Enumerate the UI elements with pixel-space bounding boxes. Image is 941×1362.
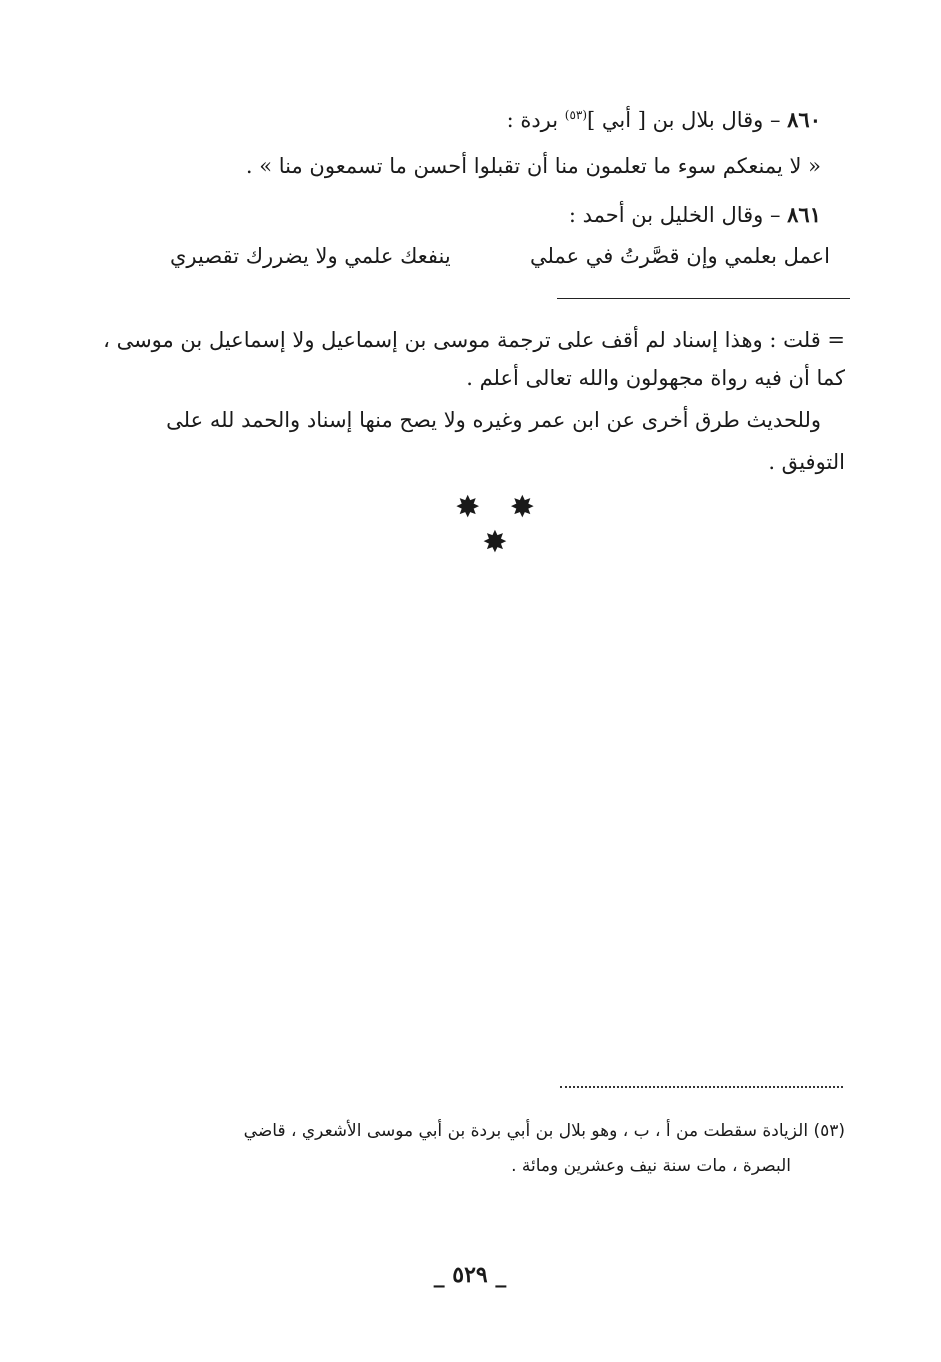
commentary-line: وللحديث طرق أخرى عن ابن عمر وغيره ولا يصح منها إسناد والحمد لله على	[166, 408, 821, 432]
star-separator: ✸ ✸ ✸	[455, 490, 545, 560]
commentary-line: = قلت : وهذا إسناد لم أقف على ترجمة موسى بن إسماعيل ولا إسماعيل بن موسى ،	[103, 328, 845, 352]
commentary-line: كما أن فيه رواة مجهولون والله تعالى أعلم .	[466, 366, 845, 390]
poetry-verse	[170, 242, 830, 272]
verse-second-hemistich: ينفعك علمي ولا يضررك تقصيري	[170, 244, 451, 268]
entry-text-end: بردة :	[506, 108, 565, 132]
commentary-line: التوفيق .	[768, 450, 845, 474]
footnote-line: البصرة ، مات سنة نيف وعشرين ومائة .	[511, 1156, 791, 1176]
entry-860	[507, 106, 821, 134]
entry-text: – وقال الخليل بن أحمد :	[568, 203, 781, 227]
entry-number: ٨٦٠	[787, 107, 821, 132]
footnote-line: (٥٣) الزيادة سقطت من أ ، ب ، وهو بلال بن أبي بردة بن أبي موسى الأشعري ، قاضي	[243, 1121, 845, 1141]
footnote-marker[interactable]: (٥٣)	[564, 108, 588, 122]
footnote-divider	[560, 1086, 843, 1088]
entry-text: – وقال بلال بن [ أبي ]	[587, 108, 781, 132]
quote-line	[246, 152, 821, 180]
verse-first-hemistich: اعمل بعلمي وإن قصَّرتُ في عملي	[529, 244, 830, 268]
entry-861	[569, 201, 821, 229]
quote-text: « لا يمنعكم سوء ما تعلمون منا أن تقبلوا أحسن ما تسمعون منا » .	[245, 154, 821, 178]
page-number: _ ٥٢٩ _	[433, 1262, 507, 1288]
entry-number: ٨٦١	[787, 202, 821, 227]
section-divider	[557, 298, 850, 299]
